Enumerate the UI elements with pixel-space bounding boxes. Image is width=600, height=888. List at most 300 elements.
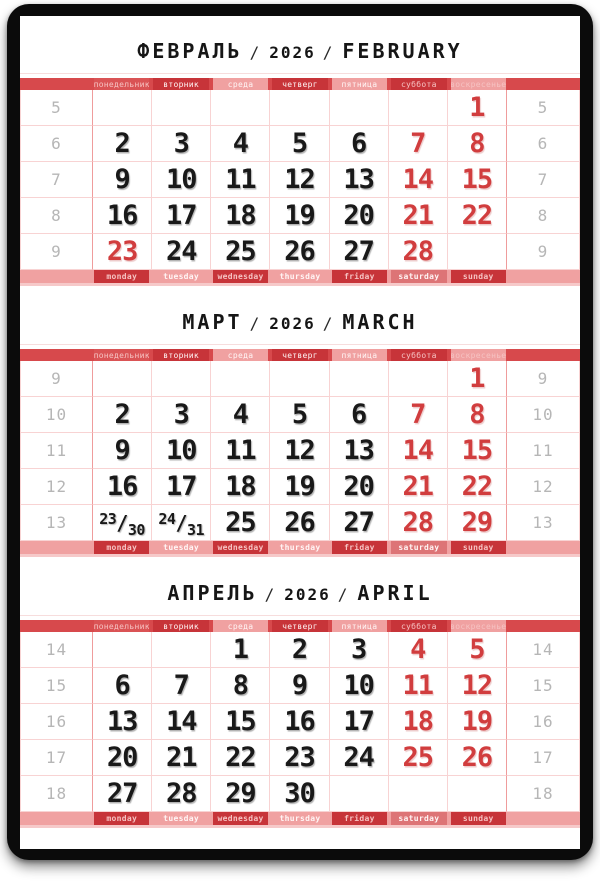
- date-cell: [93, 90, 152, 126]
- date-cell: [389, 505, 448, 541]
- date-cell: [389, 162, 448, 198]
- date-cell: [389, 397, 448, 433]
- date-cell: [211, 198, 270, 234]
- date-cell: [211, 505, 270, 541]
- date-split-second: 30: [127, 520, 145, 539]
- date-cell: [211, 397, 270, 433]
- date-number: 2: [291, 634, 308, 665]
- date-number: 6: [351, 399, 367, 430]
- date-cell: [270, 198, 329, 234]
- weekday-footer-en: monday: [94, 541, 149, 554]
- weekday-footer-en: tuesday: [153, 812, 208, 825]
- date-cell: [93, 361, 152, 397]
- weekday-header-ru: вторник: [153, 349, 208, 361]
- weekday-footer-en: friday: [332, 270, 387, 283]
- footer-strip: [20, 283, 580, 286]
- date-number: 29: [461, 507, 493, 538]
- weekday-footer-en: sunday: [451, 812, 506, 825]
- week-number-right: 13: [507, 505, 579, 541]
- weekday-header-ru: суббота: [391, 78, 446, 90]
- weekday-header-ru: суббота: [391, 620, 446, 632]
- date-number: 10: [343, 670, 374, 701]
- month-title-ru: МАРТ: [182, 310, 243, 334]
- date-cell: [270, 776, 329, 812]
- date-cell: [93, 668, 152, 704]
- date-number: 5: [469, 634, 485, 665]
- date-cell: [152, 668, 211, 704]
- weekday-footer-en: thursday: [272, 541, 327, 554]
- date-cell: [389, 668, 448, 704]
- date-number: 23: [106, 236, 138, 267]
- date-cell: [270, 126, 329, 162]
- date-cell: [270, 505, 329, 541]
- month-title-en: FEBRUARY: [342, 39, 463, 63]
- date-cell: [152, 198, 211, 234]
- date-number: 14: [402, 164, 434, 195]
- date-cell: [448, 469, 507, 505]
- date-number: 13: [343, 164, 374, 195]
- footer-margin-right: [508, 541, 580, 554]
- weekday-header-ru: четверг: [272, 620, 327, 632]
- month-grid: [20, 90, 580, 270]
- title-slash: /: [337, 585, 351, 604]
- date-cell: [270, 397, 329, 433]
- week-number-right: 9: [507, 234, 579, 270]
- date-cell: [270, 90, 329, 126]
- weekday-footer-en: friday: [332, 812, 387, 825]
- date-number: 16: [106, 471, 138, 502]
- date-cell: [389, 126, 448, 162]
- date-number: 7: [173, 670, 189, 701]
- date-split-slash: /: [116, 510, 128, 535]
- month-title-en: MARCH: [342, 310, 418, 334]
- date-cell: [330, 198, 389, 234]
- date-number: 4: [410, 634, 426, 665]
- date-number: 18: [225, 471, 256, 502]
- date-number: 17: [165, 471, 197, 502]
- weekday-footer-en: monday: [94, 270, 149, 283]
- date-cell: [93, 704, 152, 740]
- weekday-footer-row-en: [20, 812, 580, 825]
- date-number: 9: [114, 435, 130, 466]
- date-number: 12: [284, 164, 315, 195]
- weekday-header-ru: четверг: [272, 349, 327, 361]
- date-cell: [270, 162, 329, 198]
- footer-margin-right: [508, 812, 580, 825]
- title-slash: /: [322, 43, 336, 62]
- date-number: 5: [291, 399, 308, 430]
- month-year: 2026: [269, 43, 316, 62]
- date-cell: [152, 704, 211, 740]
- month-title: [20, 16, 580, 66]
- date-number: 10: [165, 435, 197, 466]
- date-cell: [330, 361, 389, 397]
- month-block: [20, 16, 580, 287]
- header-margin-left: [20, 620, 92, 632]
- weekday-footer-en: saturday: [391, 541, 446, 554]
- week-number-left: 12: [21, 469, 93, 505]
- weekday-header-row-ru: [20, 620, 580, 632]
- date-cell: [330, 776, 389, 812]
- date-number: 8: [469, 128, 485, 159]
- date-cell: [330, 469, 389, 505]
- week-number-left: 14: [21, 632, 93, 668]
- date-cell: [152, 361, 211, 397]
- weekday-header-ru: пятница: [332, 78, 387, 90]
- date-cell: [330, 668, 389, 704]
- date-number: 22: [225, 742, 256, 773]
- title-slash: /: [264, 585, 278, 604]
- date-cell: [211, 90, 270, 126]
- date-cell: [93, 433, 152, 469]
- title-slash: /: [249, 43, 263, 62]
- date-cell: [152, 776, 211, 812]
- date-number: 30: [284, 778, 315, 809]
- week-number-right: 12: [507, 469, 579, 505]
- date-number: 11: [225, 164, 256, 195]
- week-number-left: 18: [21, 776, 93, 812]
- date-number: 25: [225, 507, 256, 538]
- weekday-header-ru: понедельник: [94, 350, 150, 360]
- date-cell: [389, 90, 448, 126]
- date-number: 15: [225, 706, 256, 737]
- date-number: 12: [284, 435, 315, 466]
- footer-strip: [20, 554, 580, 557]
- week-number-right: 6: [507, 126, 579, 162]
- date-cell: [448, 740, 507, 776]
- weekday-footer-en: tuesday: [153, 541, 208, 554]
- calendar-card: [7, 4, 593, 860]
- date-number: 20: [343, 471, 374, 502]
- date-number: 28: [402, 236, 434, 267]
- weekday-footer-en: wednesday: [213, 541, 268, 554]
- date-cell: [270, 433, 329, 469]
- date-number: 15: [461, 164, 493, 195]
- date-number: 13: [106, 706, 138, 737]
- date-cell: [270, 740, 329, 776]
- weekday-footer-en: thursday: [272, 270, 327, 283]
- date-number: 15: [461, 435, 493, 466]
- header-margin-left: [20, 349, 92, 361]
- weekday-header-ru: воскресенье: [450, 621, 506, 631]
- date-number: 26: [461, 742, 493, 773]
- date-cell: [211, 126, 270, 162]
- weekday-footer-en: wednesday: [213, 270, 268, 283]
- date-number: 17: [165, 200, 197, 231]
- date-cell: [270, 632, 329, 668]
- date-cell: [389, 776, 448, 812]
- date-cell: [152, 433, 211, 469]
- date-number: 18: [225, 200, 256, 231]
- date-cell: [93, 469, 152, 505]
- header-margin-left: [20, 78, 92, 90]
- date-cell: [389, 234, 448, 270]
- footer-margin-right: [508, 270, 580, 283]
- month-block: [20, 558, 580, 829]
- date-number: 27: [343, 507, 374, 538]
- header-margin-right: [508, 349, 580, 361]
- date-cell: [330, 505, 389, 541]
- footer-strip: [20, 825, 580, 828]
- week-number-left: 9: [21, 361, 93, 397]
- week-number-left: 17: [21, 740, 93, 776]
- week-number-left: 8: [21, 198, 93, 234]
- date-number: 22: [461, 200, 493, 231]
- date-cell: [152, 397, 211, 433]
- date-number: 1: [469, 363, 485, 394]
- date-number: 22: [461, 471, 493, 502]
- date-number: 16: [106, 200, 138, 231]
- date-number: 2: [114, 399, 130, 430]
- footer-margin-left: [20, 812, 92, 825]
- date-cell: [152, 234, 211, 270]
- date-cell: [211, 234, 270, 270]
- title-slash: /: [322, 314, 336, 333]
- date-cell: [270, 704, 329, 740]
- month-title: [20, 287, 580, 337]
- weekday-header-ru: среда: [213, 620, 268, 632]
- date-number: 6: [114, 670, 130, 701]
- weekday-footer-en: sunday: [451, 541, 506, 554]
- title-separator: [20, 73, 580, 74]
- week-number-right: 9: [507, 361, 579, 397]
- weekday-footer-row-en: [20, 541, 580, 554]
- weekday-header-ru: среда: [213, 349, 268, 361]
- month-year: 2026: [269, 314, 316, 333]
- date-cell: [448, 234, 507, 270]
- date-cell: [448, 162, 507, 198]
- month-year: 2026: [284, 585, 331, 604]
- week-number-left: 16: [21, 704, 93, 740]
- weekday-header-ru: пятница: [332, 349, 387, 361]
- month-title-ru: ФЕВРАЛЬ: [137, 39, 243, 63]
- week-number-right: 11: [507, 433, 579, 469]
- date-number: 20: [106, 742, 138, 773]
- weekday-header-ru: вторник: [153, 620, 208, 632]
- date-cell: [152, 90, 211, 126]
- date-cell: [448, 704, 507, 740]
- week-number-left: 7: [21, 162, 93, 198]
- date-number: 4: [232, 399, 248, 430]
- weekday-footer-en: tuesday: [153, 270, 208, 283]
- date-number: 25: [225, 236, 256, 267]
- date-number: 29: [225, 778, 256, 809]
- date-cell: [211, 704, 270, 740]
- week-number-right: 15: [507, 668, 579, 704]
- date-number: 20: [343, 200, 374, 231]
- date-number: 12: [461, 670, 493, 701]
- date-number: 28: [165, 778, 197, 809]
- date-number: 21: [402, 471, 434, 502]
- date-number: 19: [461, 706, 493, 737]
- date-number: 21: [165, 742, 197, 773]
- date-split-slash: /: [175, 510, 187, 535]
- week-number-right: 8: [507, 198, 579, 234]
- month-grid: [20, 361, 580, 541]
- date-cell: [93, 776, 152, 812]
- week-number-right: 17: [507, 740, 579, 776]
- date-cell: [389, 198, 448, 234]
- weekday-header-ru: воскресенье: [450, 79, 506, 89]
- date-number: 4: [232, 128, 248, 159]
- date-number: 9: [291, 670, 308, 701]
- week-number-left: 11: [21, 433, 93, 469]
- date-cell: [211, 469, 270, 505]
- date-number: 3: [173, 128, 189, 159]
- date-number: 24: [165, 236, 197, 267]
- weekday-header-ru: понедельник: [94, 79, 150, 89]
- date-cell: [448, 632, 507, 668]
- date-cell: [448, 198, 507, 234]
- week-number-right: 7: [507, 162, 579, 198]
- date-number: 17: [343, 706, 374, 737]
- date-number: 16: [284, 706, 315, 737]
- month-title-en: APRIL: [357, 581, 433, 605]
- week-number-left: 13: [21, 505, 93, 541]
- date-number: 25: [402, 742, 434, 773]
- date-cell: [448, 505, 507, 541]
- date-split-first: 24: [158, 509, 176, 528]
- date-number: 26: [284, 507, 315, 538]
- date-number: 2: [114, 128, 130, 159]
- month-title: [20, 558, 580, 608]
- date-number: 3: [351, 634, 367, 665]
- date-number: 14: [165, 706, 197, 737]
- date-number: 19: [284, 471, 315, 502]
- date-cell: [270, 361, 329, 397]
- date-cell: [93, 397, 152, 433]
- date-cell: [448, 126, 507, 162]
- week-number-left: 6: [21, 126, 93, 162]
- date-cell: [152, 126, 211, 162]
- date-cell: [152, 632, 211, 668]
- weekday-header-ru: понедельник: [94, 621, 150, 631]
- weekday-footer-en: saturday: [391, 270, 446, 283]
- date-cell: [93, 126, 152, 162]
- date-number: 1: [232, 634, 248, 665]
- date-number: 27: [106, 778, 138, 809]
- date-cell: [211, 740, 270, 776]
- date-split: [158, 509, 205, 539]
- date-cell: [211, 632, 270, 668]
- date-split-first: 23: [99, 509, 117, 528]
- date-cell: [152, 505, 211, 541]
- date-number: 26: [284, 236, 315, 267]
- date-number: 9: [114, 164, 130, 195]
- date-number: 14: [402, 435, 434, 466]
- date-cell: [93, 162, 152, 198]
- footer-margin-left: [20, 270, 92, 283]
- date-cell: [448, 776, 507, 812]
- date-cell: [330, 740, 389, 776]
- date-cell: [448, 397, 507, 433]
- date-cell: [93, 632, 152, 668]
- date-number: 1: [469, 92, 485, 123]
- weekday-header-row-ru: [20, 349, 580, 361]
- date-split: [99, 509, 145, 539]
- date-cell: [93, 234, 152, 270]
- date-cell: [270, 469, 329, 505]
- date-number: 6: [351, 128, 367, 159]
- title-separator: [20, 615, 580, 616]
- date-cell: [330, 126, 389, 162]
- week-number-left: 9: [21, 234, 93, 270]
- date-number: 11: [225, 435, 256, 466]
- date-cell: [448, 361, 507, 397]
- date-cell: [211, 162, 270, 198]
- date-cell: [93, 505, 152, 541]
- date-cell: [389, 433, 448, 469]
- date-cell: [389, 740, 448, 776]
- date-number: 18: [402, 706, 434, 737]
- weekday-footer-en: wednesday: [213, 812, 268, 825]
- week-number-left: 5: [21, 90, 93, 126]
- date-number: 23: [284, 742, 315, 773]
- date-number: 10: [165, 164, 197, 195]
- weekday-footer-en: friday: [332, 541, 387, 554]
- date-number: 21: [402, 200, 434, 231]
- weekday-footer-en: monday: [94, 812, 149, 825]
- date-cell: [270, 234, 329, 270]
- calendar-sheet: [20, 16, 580, 849]
- date-split-second: 31: [186, 520, 205, 539]
- weekday-header-ru: среда: [213, 78, 268, 90]
- date-cell: [389, 361, 448, 397]
- weekday-header-ru: суббота: [391, 349, 446, 361]
- weekday-header-ru: пятница: [332, 620, 387, 632]
- weekday-footer-en: thursday: [272, 812, 327, 825]
- date-cell: [152, 162, 211, 198]
- week-number-right: 5: [507, 90, 579, 126]
- date-cell: [211, 433, 270, 469]
- date-number: 8: [469, 399, 485, 430]
- date-number: 27: [343, 236, 374, 267]
- date-cell: [448, 433, 507, 469]
- date-cell: [330, 704, 389, 740]
- date-number: 13: [343, 435, 374, 466]
- date-cell: [270, 668, 329, 704]
- weekday-header-row-ru: [20, 78, 580, 90]
- date-number: 3: [173, 399, 189, 430]
- date-number: 5: [291, 128, 308, 159]
- date-number: 8: [232, 670, 248, 701]
- weekday-header-ru: воскресенье: [450, 350, 506, 360]
- date-number: 7: [410, 128, 426, 159]
- week-number-right: 18: [507, 776, 579, 812]
- date-number: 7: [410, 399, 426, 430]
- date-cell: [448, 668, 507, 704]
- footer-margin-left: [20, 541, 92, 554]
- date-cell: [330, 90, 389, 126]
- week-number-right: 14: [507, 632, 579, 668]
- date-cell: [389, 632, 448, 668]
- date-cell: [93, 740, 152, 776]
- date-cell: [389, 704, 448, 740]
- week-number-left: 15: [21, 668, 93, 704]
- date-cell: [211, 361, 270, 397]
- date-number: 11: [402, 670, 434, 701]
- month-grid: [20, 632, 580, 812]
- date-cell: [152, 740, 211, 776]
- weekday-footer-en: sunday: [451, 270, 506, 283]
- week-number-right: 10: [507, 397, 579, 433]
- weekday-header-ru: вторник: [153, 78, 208, 90]
- month-title-ru: АПРЕЛЬ: [167, 581, 258, 605]
- title-slash: /: [249, 314, 263, 333]
- week-number-right: 16: [507, 704, 579, 740]
- header-margin-right: [508, 78, 580, 90]
- date-cell: [330, 433, 389, 469]
